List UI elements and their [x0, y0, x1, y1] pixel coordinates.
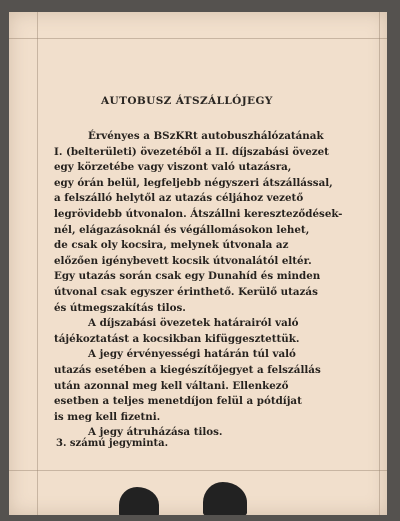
body-line: után azonnal meg kell váltani. Ellenkező [54, 379, 289, 392]
body-line: is meg kell fizetni. [54, 410, 161, 423]
body-line: I. (belterületi) övezetéből a II. díjszabási övezet [54, 145, 329, 158]
body-line: egy körzetébe vagy viszont való utazásra, [54, 161, 292, 174]
right-rule [379, 12, 380, 515]
body-line: előzően igénybevett kocsik útvonalától eltér. [54, 254, 312, 267]
body-line: a felszálló helytől az utazás céljához vezető [54, 192, 304, 205]
body-line: Érvényes a BSzKRt autobuszhálózatának [88, 130, 324, 142]
left-rule [37, 12, 38, 515]
body-line: nél, elágazásoknál és végállomásokon lehet, [54, 223, 310, 236]
body-line: A díjszabási övezetek határairól való [88, 317, 299, 330]
ticket-body [54, 129, 367, 441]
bottom-rule [9, 470, 387, 471]
torn-edge-mark [119, 487, 159, 515]
torn-edge-mark [203, 482, 247, 515]
body-line: és útmegszakítás tilos. [54, 301, 186, 314]
body-line: legrövidebb útvonalon. Átszállni kereszteződések- [54, 207, 343, 220]
ticket-footer: 3. számú jegyminta. [56, 438, 169, 449]
body-line: tájékoztatást a kocsikban kifüggesztettük. [54, 332, 300, 345]
body-line: A jegy érvényességi határán túl való [88, 348, 296, 361]
transfer-ticket [9, 12, 387, 515]
body-line: utazás esetében a kiegészítőjegyet a felszállás [54, 363, 321, 376]
body-line: de csak oly kocsira, melynek útvonala az [54, 239, 289, 252]
body-line: útvonal csak egyszer érinthető. Kerülő utazás [54, 285, 318, 298]
body-line: Egy utazás során csak egy Dunahíd és minden [54, 270, 321, 283]
body-line: A jegy átruházása tilos. [88, 426, 223, 439]
top-rule [9, 38, 387, 39]
body-line: esetben a teljes menetdíjon felül a pótdíjat [54, 395, 302, 408]
ticket-title: AUTOBUSZ ÁTSZÁLLÓJEGY [101, 95, 273, 107]
body-line: egy órán belül, legfeljebb négyszeri átszállással, [54, 176, 333, 189]
